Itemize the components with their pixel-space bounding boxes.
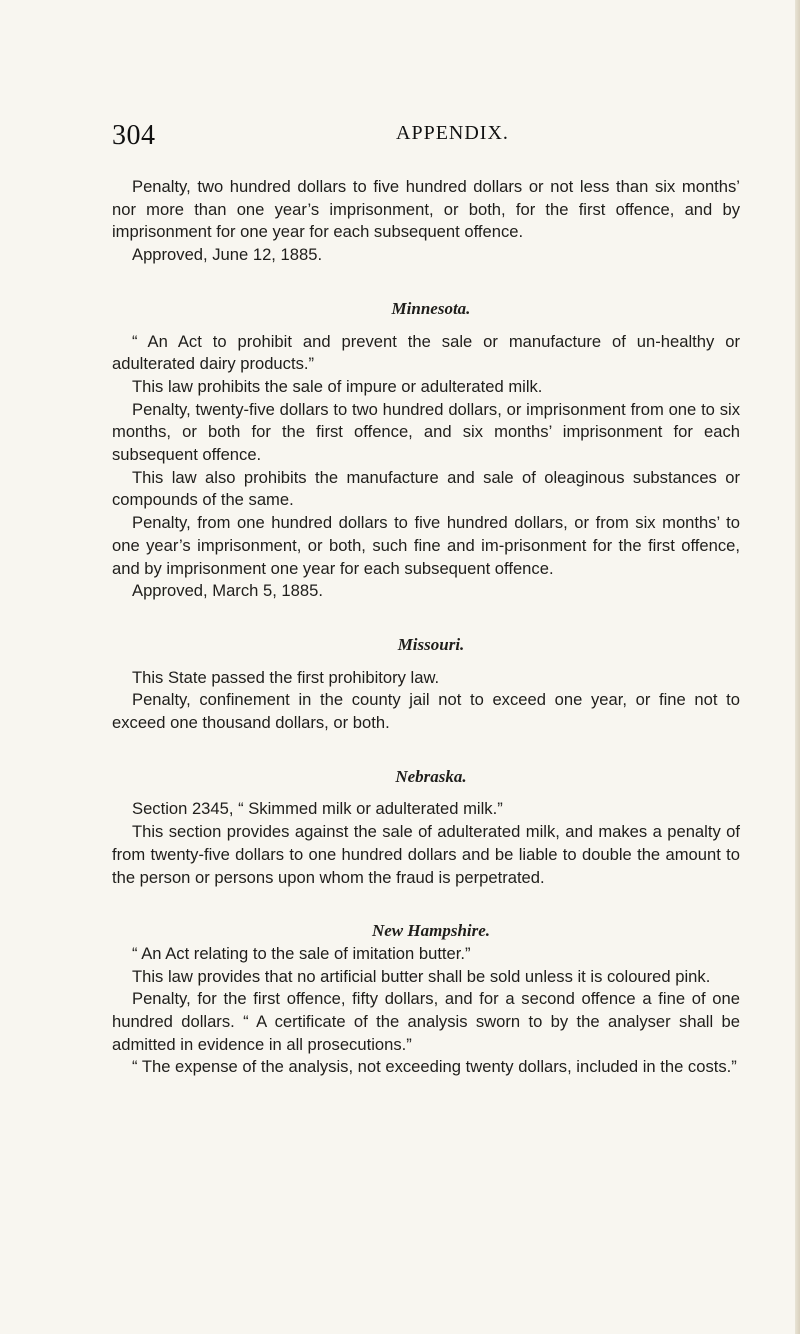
minnesota-penalty-2-paragraph: Penalty, from one hundred dollars to five hundred dollars, or from six months’ to one year’s imprisonment, or both, such fine and im-prisonment for the first offence, and by imprisonment one year for each subsequent offence.: [112, 513, 740, 578]
new-hampshire-act-paragraph: “ An Act relating to the sale of imitation butter.”: [132, 943, 471, 963]
missouri-heading: Missouri.: [397, 634, 465, 654]
minnesota-oleaginous-paragraph: This law also prohibits the manufacture and sale of oleaginous substances or compounds of the same.: [112, 467, 740, 510]
minnesota-act-paragraph: “ An Act to prohibit and prevent the sale or manufacture of un-healthy or adulterated dairy products.”: [112, 331, 740, 374]
missouri-penalty-paragraph: Penalty, confinement in the county jail not to exceed one year, or fine not to exceed one thousand dollars, or both.: [112, 690, 740, 733]
new-hampshire-heading: New Hampshire.: [371, 921, 491, 941]
nebraska-heading: Nebraska.: [395, 766, 467, 786]
nebraska-section-paragraph: Section 2345, “ Skimmed milk or adulterated milk.”: [132, 799, 503, 819]
page-edge: [795, 0, 800, 1334]
minnesota-approved-paragraph: Approved, March 5, 1885.: [132, 581, 323, 601]
minnesota-penalty-paragraph: Penalty, twenty-five dollars to two hundred dollars, or imprisonment from one to six months, or both for the first offence, and six months’ imprisonment for each subsequent offence.: [112, 399, 740, 465]
new-hampshire-expense-paragraph: “ The expense of the analysis, not exceeding twenty dollars, included in the costs.”: [132, 1057, 737, 1077]
nebraska-provision-paragraph: This section provides against the sale of adulterated milk, and makes a penalty of from twenty-five dollars to one hundred dollars and be liable to double the amount to the person or persons upon whom the fraud is perpetrated.: [112, 822, 740, 887]
minnesota-law-paragraph: This law prohibits the sale of impure or adulterated milk.: [132, 376, 543, 396]
new-hampshire-law-paragraph: This law provides that no artificial butter shall be sold unless it is coloured pink.: [132, 966, 711, 986]
minnesota-heading: Minnesota.: [391, 298, 471, 318]
page-body: [112, 176, 740, 1079]
page-header: [112, 120, 712, 154]
page-number: 304: [112, 120, 156, 151]
missouri-law-paragraph: This State passed the first prohibitory law.: [132, 667, 440, 687]
new-hampshire-penalty-paragraph: Penalty, for the first offence, fifty dollars, and for a second offence a fine of one hundred dollars. “ A certificate of the analysis sworn to by the analyser shall be admitted in evidence in all prosecutions.”: [112, 989, 740, 1054]
intro-approved-paragraph: Approved, June 12, 1885.: [132, 245, 323, 265]
running-head: APPENDIX.: [396, 122, 509, 144]
intro-penalty-paragraph: Penalty, two hundred dollars to five hundred dollars or not less than six months’ nor more than one year’s imprisonment, or both, for the first offence, and by imprisonment for one year for each subsequent offence.: [112, 177, 740, 242]
